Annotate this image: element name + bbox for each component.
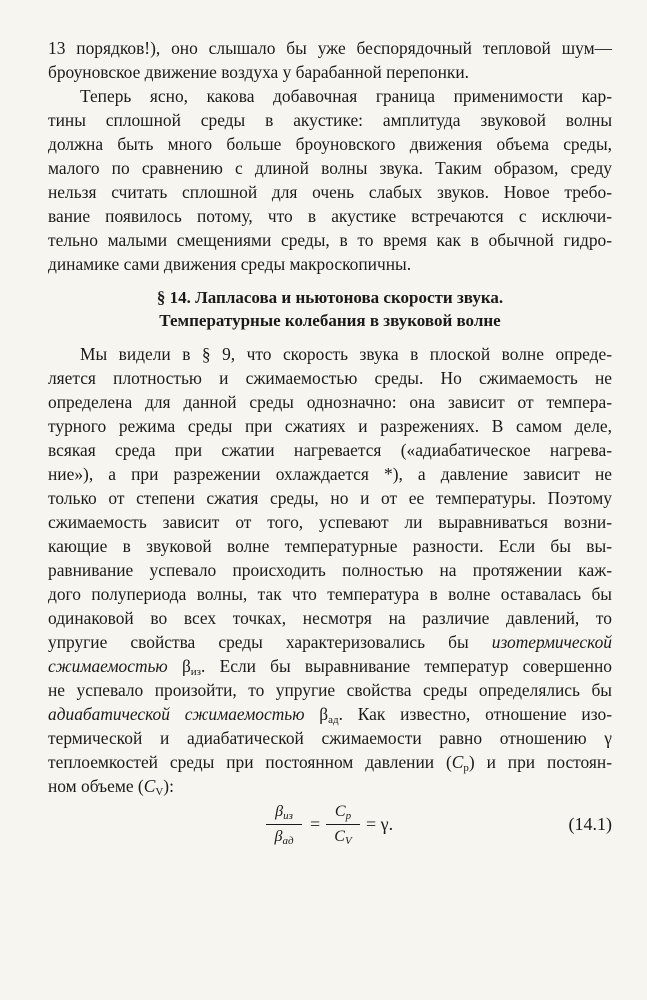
section-heading-line1: § 14. Лапласова и ньютонова скорости звука. (156, 288, 504, 307)
text-line: теплоемкостей среды при постоянном давлении $(C_p)$ и при постоян- (48, 752, 613, 774)
text-line: определена для данной среды однозначно: она зависит от темпера- (48, 392, 612, 412)
text-line: дого полупериода волны, так что температура в волне оставалась бы (48, 584, 612, 604)
text-line: сжимаемость зависит от того, успевают ли выравниваться возни- (48, 512, 612, 532)
text-line: нельзя считать сплошной для очень слабых звуков. Новое требо- (48, 182, 612, 202)
text-line: малого по сравнению с длиной волны звука. Таким образом, среду (48, 158, 612, 178)
text-line: ном объеме $(C_V)$: (48, 776, 174, 798)
text-line: термической и адиабатической сжимаемости равно отношению γ (48, 728, 612, 748)
text-line: вание появилось потому, что в акустике встречаются с исключи- (48, 206, 612, 226)
text-line: сжимаемостью $\beta_{из}$. Если бы выравнивание температур совершенно (48, 656, 612, 678)
text-line: турного режима среды при сжатиях и разрежениях. В самом деле, (48, 416, 612, 436)
text-line: упругие свойства среды характеризовались бы изотермической (48, 632, 612, 652)
text-line: Мы видели в § 9, что скорость звука в плоской волне опреде- (80, 344, 612, 364)
text-line: всякая среда при сжатии нагревается («адиабатическое нагрева- (48, 440, 612, 460)
text-line: кающие в звуковой волне температурные разности. Если бы вы- (48, 536, 612, 556)
text-line: только от степени сжатия среды, но и от ее температуры. Поэтому (48, 488, 612, 508)
text-line: не успевало произойти, то упругие свойства среды определялись бы (48, 680, 612, 700)
text-line: броуновское движение воздуха у барабанной перепонки. (48, 62, 470, 82)
text-line: 13 порядков!), оно слышало бы уже беспорядочный тепловой шум— (48, 38, 612, 58)
text-line: тельно малыми смещениями среды, в то время как в обычной гидро- (48, 230, 612, 250)
equation-number: (14.1) (568, 814, 612, 834)
text-line: ние»), а при разрежении охлаждается *), а давление зависит не (48, 464, 612, 484)
fraction-heat-capacity: $C_p$ $C_V$ (326, 802, 360, 847)
fraction-beta: $\beta_{из}$ $\beta_{ад}$ (266, 802, 302, 847)
text-line: динамике сами движения среды макроскопичны. (48, 254, 412, 274)
text-line: адиабатической сжимаемостью $\beta_{ад}$. Как известно, отношение изо- (48, 704, 612, 726)
text-line: равнивание успевало происходить полностью на протяжении каж- (48, 560, 612, 580)
text-line: тины сплошной среды в акустике: амплитуда звуковой волны (48, 110, 612, 130)
section-heading-line2: Температурные колебания в звуковой волне (159, 311, 501, 330)
text-line: должна быть много больше броуновского движения объема среды, (48, 134, 612, 154)
equation-14-1: $\beta_{из}$ $\beta_{ад}$ = $C_p$ $C_V$ = γ. (14.1) (48, 800, 612, 852)
text-line: ляется плотностью и сжимаемостью среды. Но сжимаемость не (48, 368, 612, 388)
text-line: одинаковой во всех точках, несмотря на различие давлений, то (48, 608, 612, 628)
text-line: Теперь ясно, какова добавочная граница применимости кар- (80, 86, 612, 106)
